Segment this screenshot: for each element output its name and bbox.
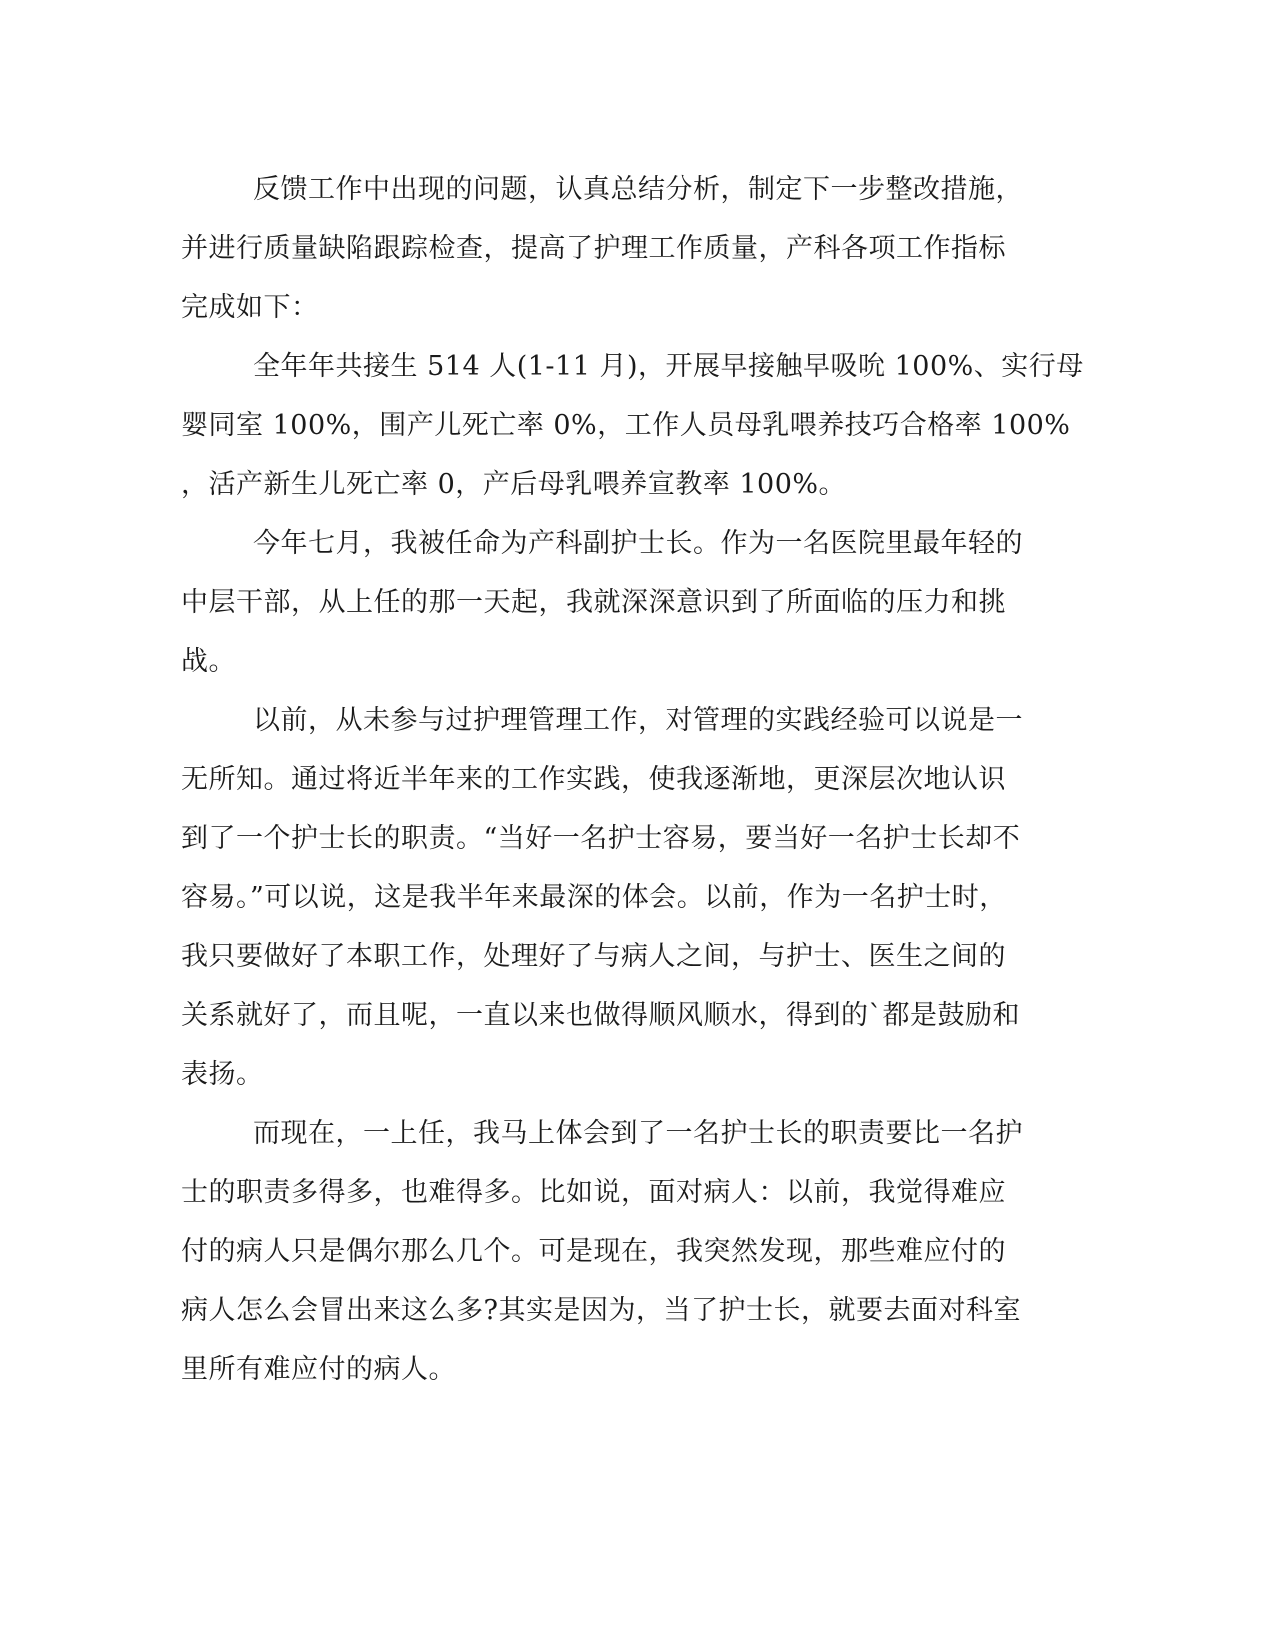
text-line: 战。 [181, 646, 236, 677]
text-line: 士的职责多得多，也难得多。比如说，面对病人：以前，我觉得难应 [181, 1177, 1006, 1208]
text-line: 以前，从未参与过护理管理工作，对管理的实践经验可以说是一 [253, 705, 1023, 736]
text-line: 容易。”可以说，这是我半年来最深的体会。以前，作为一名护士时， [181, 882, 1007, 913]
text-line: 病人怎么会冒出来这么多?其实是因为，当了护士长，就要去面对科室 [181, 1295, 1021, 1326]
text-line: 婴同室 100%，围产儿死亡率 0%，工作人员母乳喂养技巧合格率 100% [181, 410, 1071, 441]
paragraph [181, 514, 1051, 691]
text-line: 关系就好了，而且呢，一直以来也做得顺风顺水，得到的`都是鼓励和 [181, 1000, 1020, 1031]
paragraph [181, 160, 1051, 337]
text-line: ，活产新生儿死亡率 0，产后母乳喂养宣教率 100%。 [181, 469, 847, 500]
text-line: 今年七月，我被任命为产科副护士长。作为一名医院里最年轻的 [253, 528, 1023, 559]
text-line: 并进行质量缺陷跟踪检查，提高了护理工作质量，产科各项工作指标 [181, 233, 1006, 264]
text-line: 反馈工作中出现的问题，认真总结分析，制定下一步整改措施， [253, 174, 1023, 205]
paragraph [181, 1104, 1051, 1399]
text-line: 付的病人只是偶尔那么几个。可是现在，我突然发现，那些难应付的 [181, 1236, 1006, 1267]
text-line: 我只要做好了本职工作，处理好了与病人之间，与护士、医生之间的 [181, 941, 1006, 972]
text-line: 表扬。 [181, 1059, 264, 1090]
text-line: 全年年共接生 514 人(1-11 月)，开展早接触早吸吮 100%、实行母 [253, 351, 1084, 382]
text-line: 中层干部，从上任的那一天起，我就深深意识到了所面临的压力和挑 [181, 587, 1006, 618]
text-line: 里所有难应付的病人。 [181, 1354, 456, 1385]
text-line: 而现在，一上任，我马上体会到了一名护士长的职责要比一名护 [253, 1118, 1023, 1149]
text-line: 无所知。通过将近半年来的工作实践，使我逐渐地，更深层次地认识 [181, 764, 1006, 795]
text-line: 到了一个护士长的职责。“当好一名护士容易，要当好一名护士长却不 [181, 823, 1021, 854]
paragraph [181, 337, 1084, 514]
paragraph [181, 691, 1051, 1104]
document-body [181, 160, 1084, 1399]
text-line: 完成如下： [181, 292, 319, 323]
